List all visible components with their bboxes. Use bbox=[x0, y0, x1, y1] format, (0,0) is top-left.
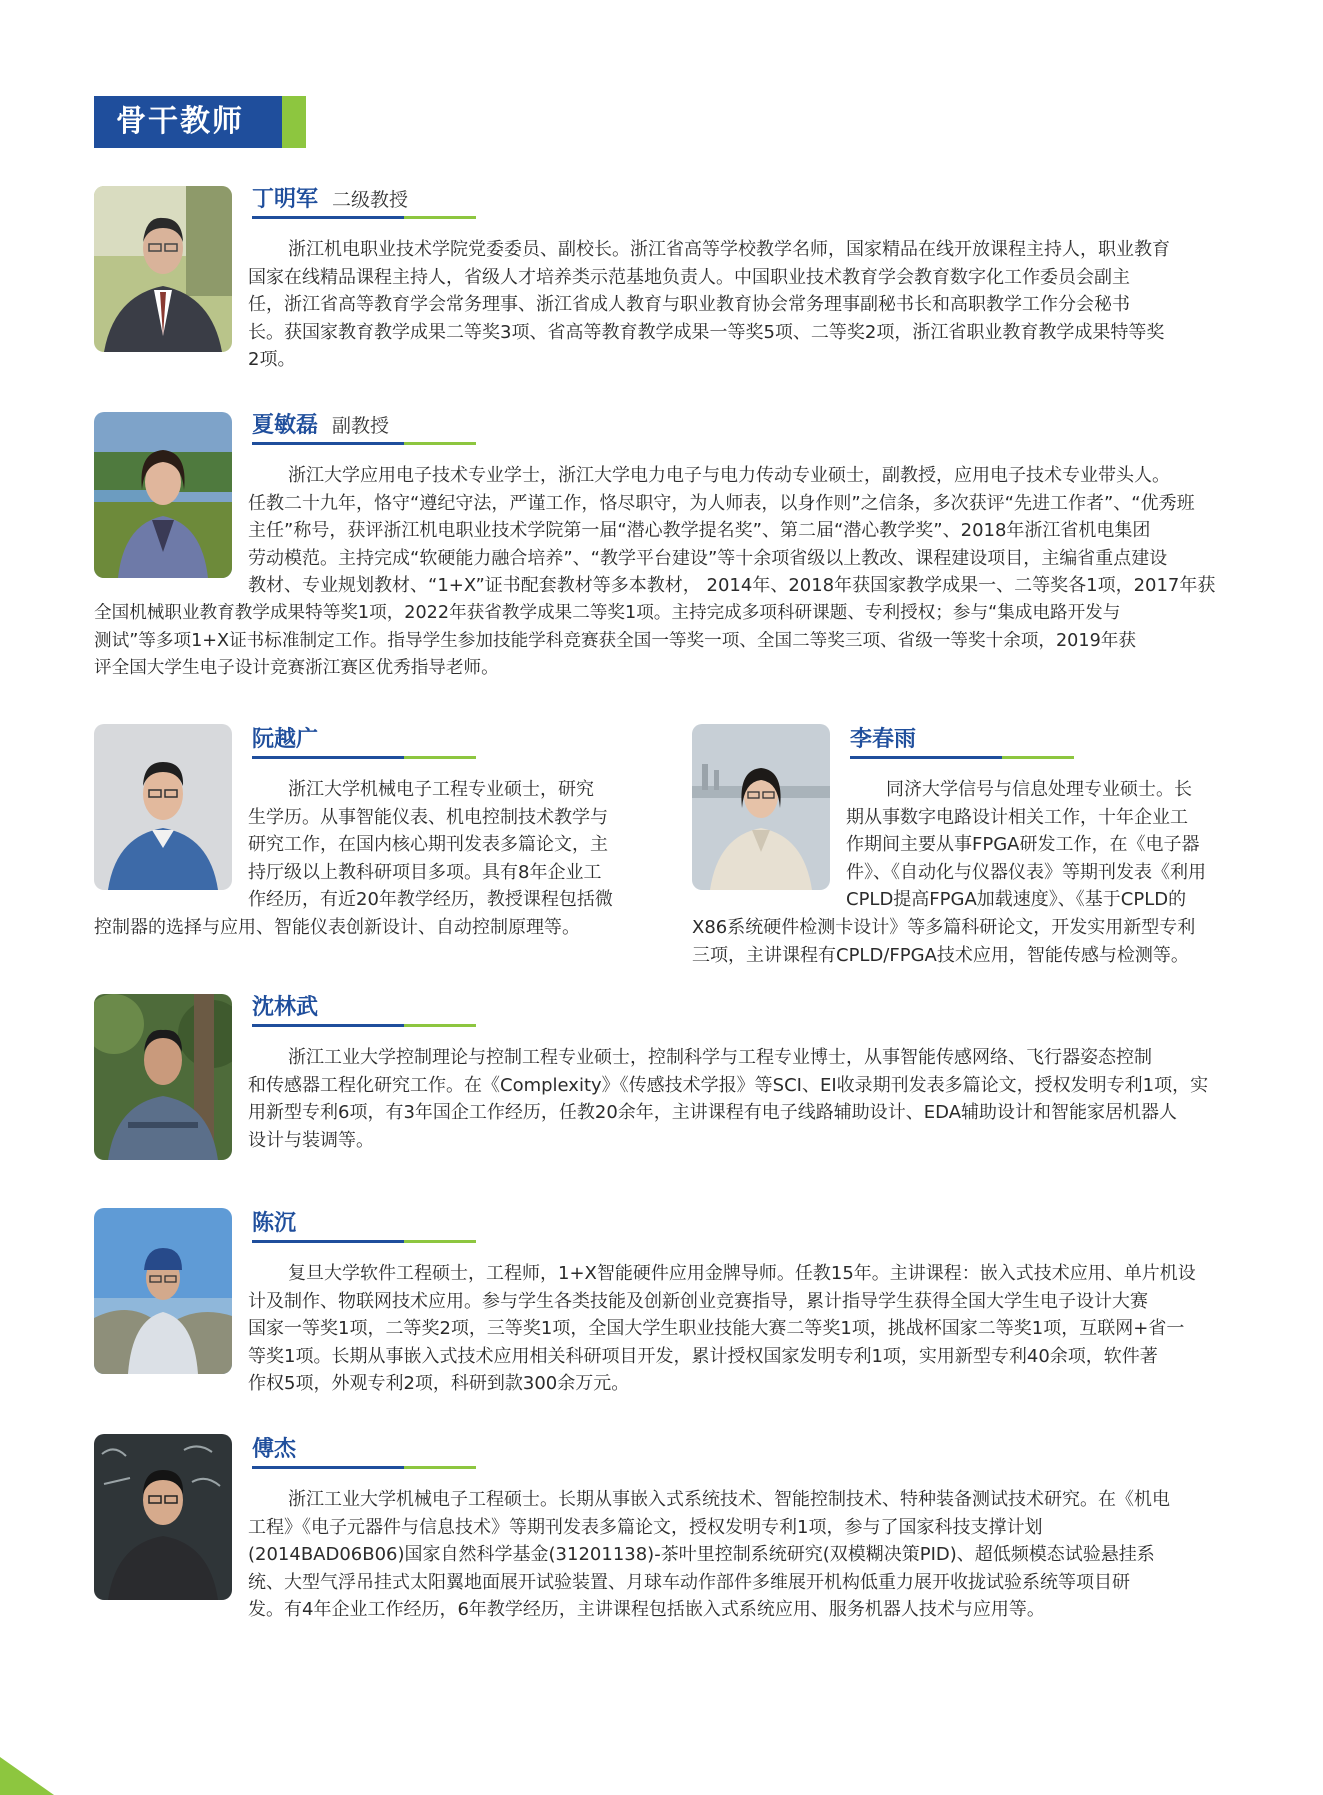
name-underline-1 bbox=[252, 216, 476, 219]
teacher-bio-1 bbox=[248, 236, 1238, 374]
teacher-photo-5 bbox=[94, 994, 232, 1160]
teacher-name: 陈沉 bbox=[252, 1211, 297, 1236]
teacher-photo-7 bbox=[94, 1434, 232, 1600]
bio-line: 劳动模范。主持完成“软硬能力融合培养”、“教学平台建设”等十余项省级以上教改、课程建设项目，主编省重点建设 bbox=[248, 547, 1168, 569]
bio-line: 测试”等多项1+X证书标准制定工作。指导学生参加技能学科竞赛获全国一等奖一项、全国二等奖三项、省级一等奖十余项，2019年获 bbox=[94, 630, 1136, 651]
teacher-bio-3a bbox=[248, 776, 628, 914]
bio-line: 设计与装调等。 bbox=[248, 1129, 374, 1151]
teacher-name: 傅杰 bbox=[252, 1437, 297, 1462]
bio-line: CPLD提高FPGA加载速度》、《基于CPLD的 bbox=[846, 889, 1187, 911]
bio-line: 计及制作、物联网技术应用。参与学生各类技能及创新创业竞赛指导，累计指导学生获得全国大学生电子设计大赛 bbox=[248, 1290, 1148, 1312]
bio-line: 任教二十九年，恪守“遵纪守法，严谨工作，恪尽职守，为人师表，以身作则”之信条，多次获评“先进工作者”、“优秀班 bbox=[248, 492, 1195, 514]
corner-decoration bbox=[0, 1757, 54, 1795]
name-underline-4 bbox=[850, 756, 1074, 759]
bio-line: 研究工作，在国内核心期刊发表多篇论文，主 bbox=[248, 834, 608, 856]
teacher-name: 李春雨 bbox=[850, 727, 917, 752]
bio-line: 主任”称号，获评浙江机电职业技术学院第一届“潜心教学提名奖”、第二届“潜心教学奖”、2018年浙江省机电集团 bbox=[248, 520, 1151, 542]
bio-line: 件》、《自动化与仪器仪表》等期刊发表《利用 bbox=[846, 861, 1206, 883]
bio-line: 国家在线精品课程主持人，省级人才培养类示范基地负责人。中国职业技术教育学会教育数字化工作委员会副主 bbox=[248, 266, 1130, 288]
teacher-name: 阮越广 bbox=[252, 727, 319, 752]
bio-line: 和传感器工程化研究工作。在《Complexity》《传感技术学报》等SCI、EI收录期刊发表多篇论文，授权发明专利1项，实 bbox=[248, 1074, 1209, 1096]
section-title: 骨干教师 bbox=[94, 96, 282, 148]
teacher-photo-3 bbox=[94, 724, 232, 890]
bio-line: 作经历，有近20年教学经历，教授课程包括微 bbox=[248, 889, 613, 911]
bio-line: 浙江大学应用电子技术专业学士，浙江大学电力电子与电力传动专业硕士，副教授，应用电子技术专业带头人。 bbox=[288, 465, 1170, 486]
teacher-bio-3b bbox=[94, 914, 634, 942]
bio-line: 统、大型气浮吊挂式太阳翼地面展开试验装置、月球车动作部件多维展开机构低重力展开收拢试验系统等项目研 bbox=[248, 1571, 1130, 1593]
bio-line: 生学历。从事智能仪表、机电控制技术教学与 bbox=[248, 806, 608, 828]
name-underline-5 bbox=[252, 1024, 476, 1027]
teacher-photo-6 bbox=[94, 1208, 232, 1374]
bio-line: 持厅级以上教科研项目多项。具有8年企业工 bbox=[248, 861, 602, 883]
teacher-name-block-7 bbox=[252, 1432, 296, 1462]
bio-line: 国家一等奖1项，二等奖2项，三等奖1项，全国大学生职业技能大赛二等奖1项，挑战杯国家二等奖1项，互联网+省一 bbox=[248, 1318, 1185, 1340]
teacher-photo-2 bbox=[94, 412, 232, 578]
teacher-name-block-5 bbox=[252, 990, 318, 1020]
bio-line: 评全国大学生电子设计竞赛浙江赛区优秀指导老师。 bbox=[94, 658, 499, 679]
teacher-bio-6 bbox=[248, 1260, 1238, 1398]
teacher-photo-4 bbox=[692, 724, 830, 890]
bio-line: 等奖1项。长期从事嵌入式技术应用相关科研项目开发，累计授权国家发明专利1项，实用新型专利40余项，软件著 bbox=[248, 1345, 1158, 1367]
bio-line: 浙江工业大学机械电子工程硕士。长期从事嵌入式系统技术、智能控制技术、特种装备测试技术研究。在《机电 bbox=[288, 1489, 1170, 1510]
section-accent-bar bbox=[282, 96, 306, 148]
teacher-name-block-2 bbox=[252, 408, 389, 438]
bio-line: 同济大学信号与信息处理专业硕士。长 bbox=[886, 779, 1192, 800]
teacher-bio-2a bbox=[248, 462, 1238, 600]
teacher-name: 夏敏磊 bbox=[252, 413, 319, 438]
teacher-name-block-6 bbox=[252, 1206, 296, 1236]
teacher-bio-2b bbox=[94, 600, 1238, 683]
teacher-bio-7 bbox=[248, 1486, 1238, 1624]
teacher-title: 二级教授 bbox=[332, 189, 409, 211]
bio-line: (2014BAD06B06)国家自然科学基金(31201138)-茶叶里控制系统研究(双模糊决策PID)、超低频模态试验悬挂系 bbox=[248, 1544, 1155, 1566]
section-header bbox=[94, 96, 306, 148]
bio-line: 用新型专利6项，有3年国企工作经历，任教20余年，主讲课程有电子线路辅助设计、EDA辅助设计和智能家居机器人 bbox=[248, 1102, 1178, 1124]
bio-line: 浙江机电职业技术学院党委委员、副校长。浙江省高等学校教学名师，国家精品在线开放课程主持人，职业教育 bbox=[288, 239, 1170, 260]
teacher-name-block-4 bbox=[850, 722, 916, 752]
teacher-name-block-1 bbox=[252, 182, 408, 212]
bio-line: 教材、专业规划教材、“1+X”证书配套教材等多本教材， 2014年、2018年获国家教学成果一、二等奖各1项，2017年获 bbox=[248, 575, 1216, 597]
bio-line: 期从事数字电路设计相关工作，十年企业工 bbox=[846, 806, 1188, 828]
bio-line: 浙江大学机械电子工程专业硕士，研究 bbox=[288, 779, 594, 800]
teacher-bio-5 bbox=[248, 1044, 1238, 1154]
bio-line: 发。有4年企业工作经历，6年教学经历，主讲课程包括嵌入式系统应用、服务机器人技术与应用等。 bbox=[248, 1599, 1045, 1621]
bio-line: 任，浙江省高等教育学会常务理事、浙江省成人教育与职业教育协会常务理事副秘书长和高职教学工作分会秘书 bbox=[248, 294, 1130, 316]
bio-line: 全国机械职业教育教学成果特等奖1项，2022年获省教学成果二等奖1项。主持完成多项科研课题、专利授权；参与“集成电路开发与 bbox=[94, 603, 1121, 623]
bio-line: 复旦大学软件工程硕士，工程师，1+X智能硬件应用金牌导师。任教15年。主讲课程：嵌入式技术应用、单片机设 bbox=[288, 1263, 1196, 1284]
bio-line: 长。获国家教育教学成果二等奖3项、省高等教育教学成果一等奖5项、二等奖2项，浙江省职业教育教学成果特等奖 bbox=[248, 321, 1165, 343]
bio-line: 2项。 bbox=[248, 349, 296, 371]
bio-line: 三项，主讲课程有CPLD/FPGA技术应用，智能传感与检测等。 bbox=[692, 944, 1189, 966]
teacher-bio-4b bbox=[692, 914, 1238, 969]
bio-line: X86系统硬件检测卡设计》等多篇科研论文，开发实用新型专利 bbox=[692, 917, 1196, 938]
bio-line: 浙江工业大学控制理论与控制工程专业硕士，控制科学与工程专业博士，从事智能传感网络、飞行器姿态控制 bbox=[288, 1047, 1152, 1068]
teacher-photo-1 bbox=[94, 186, 232, 352]
name-underline-7 bbox=[252, 1466, 476, 1469]
teacher-name-block-3 bbox=[252, 722, 318, 752]
name-underline-6 bbox=[252, 1240, 476, 1243]
bio-line: 作期间主要从事FPGA研发工作，在《电子器 bbox=[846, 834, 1200, 856]
teacher-name: 丁明军 bbox=[252, 187, 319, 212]
teacher-bio-4a bbox=[846, 776, 1238, 914]
teacher-name: 沈林武 bbox=[252, 995, 319, 1020]
name-underline-2 bbox=[252, 442, 476, 445]
bio-line: 作权5项，外观专利2项，科研到款300余万元。 bbox=[248, 1373, 630, 1395]
name-underline-3 bbox=[252, 756, 476, 759]
bio-line: 工程》《电子元器件与信息技术》等期刊发表多篇论文，授权发明专利1项，参与了国家科技支撑计划 bbox=[248, 1516, 1043, 1538]
bio-line: 控制器的选择与应用、智能仪表创新设计、自动控制原理等。 bbox=[94, 917, 580, 938]
teacher-title: 副教授 bbox=[332, 415, 390, 437]
